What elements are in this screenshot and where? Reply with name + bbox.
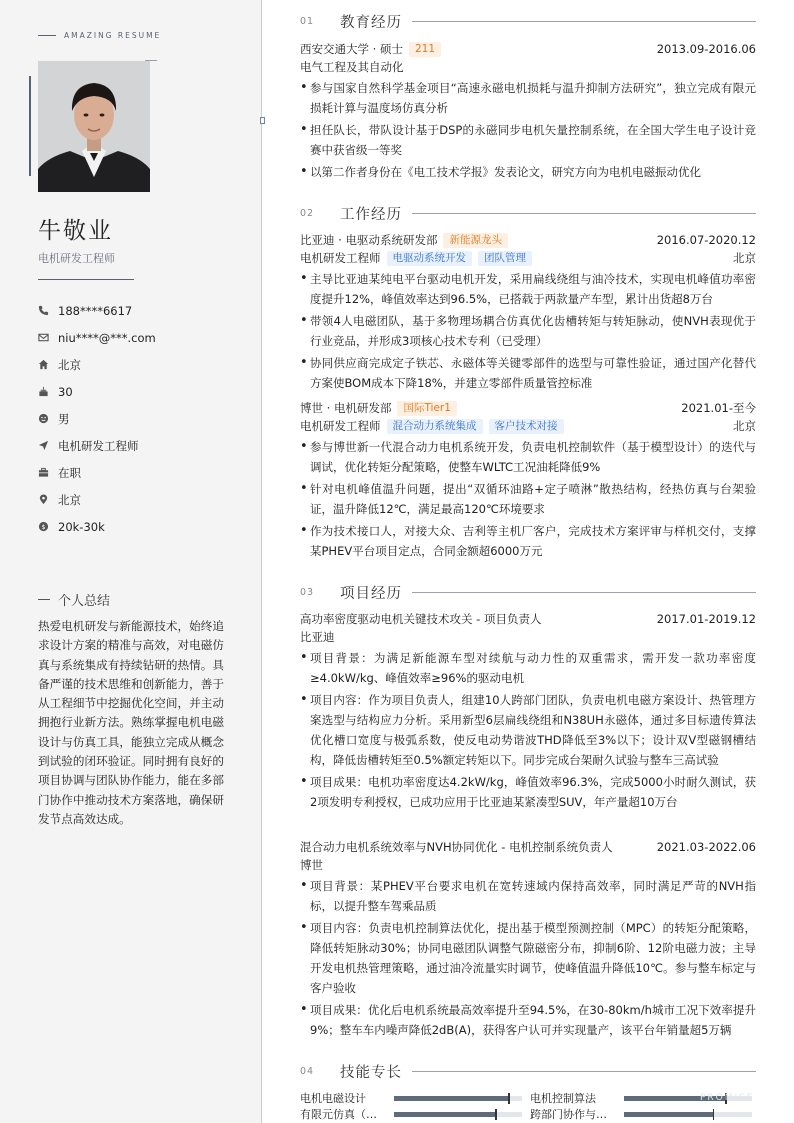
person-name: 牛敬业	[38, 218, 113, 244]
project-entry-1	[300, 610, 756, 814]
list-item: • 参与博世新一代混合动力电机系统开发，负责电机控制软件（基于模型设计）的迭代与调试，优化转矩分配策略，使整车WLTC工况油耗降低9%	[300, 437, 756, 477]
skill-name: 电机电磁设计	[300, 1092, 366, 1105]
contact-info-list	[38, 297, 248, 540]
project-bullets	[300, 648, 756, 812]
list-item: • 以第二作者身份在《电工技术学报》发表论文，研究方向为电机电磁振动优化	[300, 162, 756, 182]
list-item: • 参与国家自然科学基金项目“高速永磁电机损耗与温升抑制方法研究”，独立完成有限元损耗计算与温度场仿真分析	[300, 78, 756, 118]
avatar	[38, 61, 150, 192]
project-dates: 2017.01-2019.12	[656, 612, 756, 626]
section-rule	[412, 21, 756, 22]
skill-tag: 团队管理	[478, 251, 532, 266]
major: 电气工程及其自动化	[300, 60, 404, 74]
skill-bar-fill	[394, 1112, 496, 1117]
project-dates: 2021.03-2022.06	[656, 840, 756, 854]
send-icon	[38, 440, 58, 451]
skill-tag: 电驱动系统开发	[387, 251, 473, 266]
work-city: 北京	[733, 419, 756, 433]
section-rule	[412, 1071, 756, 1072]
section-title: 工作经历	[340, 207, 402, 223]
list-item: • 项目成果：电机功率密度达4.2kW/kg，峰值效率96.3%，完成5000小时耐久测试，获2项发明专利授权，已成功应用于比亚迪某紧凑型SUV，年产量超10万台	[300, 772, 756, 812]
summary-heading-text: 个人总结	[58, 594, 111, 609]
skill-item	[300, 1090, 522, 1106]
education-major-row	[300, 58, 756, 76]
work-entry-bosch	[300, 399, 756, 563]
info-target-city-text: 北京	[58, 492, 81, 507]
list-item: • 协同供应商完成定子铁芯、永磁体等关键零部件的选型与可靠性验证，通过国产化替代方案使BOM成本下降18%，并建立零部件质量管控标准	[300, 353, 756, 393]
info-phone	[38, 297, 248, 324]
school-tag: 211	[409, 42, 441, 57]
info-phone-text: 188****6617	[58, 303, 133, 318]
work-dates: 2016.07-2020.12	[656, 233, 756, 247]
project-name: 高功率密度驱动电机关键技术攻关 - 项目负责人	[300, 612, 542, 626]
list-item: • 针对电机峰值温升问题，提出“双循环油路+定子喷淋”散热结构，经热仿真与台架验证，温升降低12℃，满足最高120℃环境要求	[300, 479, 756, 519]
work-bullets	[300, 437, 756, 561]
project-name: 混合动力电机系统效率与NVH协同优化 - 电机控制系统负责人	[300, 840, 613, 854]
company-tag: 新能源龙头	[443, 233, 508, 248]
info-salary	[38, 513, 248, 540]
briefcase-icon	[38, 467, 58, 478]
section-education-header	[300, 11, 756, 32]
summary-text: 热爱电机研发与新能源技术，始终追求设计方案的精准与高效，对电磁仿真与系统集成有持续钻研的热情。具备严谨的技术思维和创新能力，善于从工程细节中挖掘优化空间，并主动拥抱行业新方法。熟练掌握电机电磁设计与仿真工具，能独立完成从概念到试验的闭环验证。同时拥有良好的项目协调与团队协作能力，能在多部门协作中推动技术方案落地，确保研发节点高效达成。	[38, 619, 224, 826]
location-pin-icon	[38, 494, 58, 505]
skill-bar-fill	[394, 1096, 509, 1101]
project-entry-2	[300, 838, 756, 1042]
info-target-city	[38, 486, 248, 513]
project-org: 比亚迪	[300, 630, 335, 644]
project-header-row	[300, 610, 756, 628]
info-age-text: 30	[58, 384, 73, 399]
work-header-row	[300, 399, 756, 417]
work-bullets	[300, 269, 756, 393]
info-age	[38, 378, 248, 405]
info-email	[38, 324, 248, 351]
section-number: 03	[300, 587, 315, 598]
school-name: 西安交通大学 · 硕士	[300, 42, 403, 56]
work-position-row	[300, 249, 756, 267]
skill-name: 电机控制算法	[530, 1092, 596, 1105]
info-status-text: 在职	[58, 465, 81, 480]
skill-name: 有限元仿真（…	[300, 1108, 377, 1121]
work-city: 北京	[733, 251, 756, 265]
skill-bar-marker	[713, 1109, 715, 1120]
education-entry	[300, 40, 756, 184]
salary-icon	[38, 521, 58, 532]
list-item: • 带领4人电磁团队，基于多物理场耦合仿真优化齿槽转矩与转矩脉动，使NVH表现优于行业竞品，并形成3项核心技术专利（已受理）	[300, 311, 756, 351]
list-item: • 项目内容：负责电机控制算法优化，提出基于模型预测控制（MPC）的转矩分配策略，降低转矩脉动30%；协同电磁团队调整气隙磁密分布，抑制6阶、12阶电磁力波；主导开发电机热管理策略，通过油冷流量实时调节，使峰值温升降低10℃。参与整车标定与客户验收	[300, 918, 756, 998]
section-number: 01	[300, 16, 315, 27]
name-divider	[38, 279, 134, 280]
project-header-row	[300, 838, 756, 856]
column-divider-marker	[260, 117, 265, 124]
info-target-role	[38, 432, 248, 459]
section-number: 02	[300, 208, 315, 219]
list-item: • 项目背景：某PHEV平台要求电机在宽转速域内保持高效率，同时满足严苛的NVH指标，以提升整车驾乘品质	[300, 876, 756, 916]
info-salary-text: 20k-30k	[58, 519, 105, 534]
list-item: • 作为技术接口人，对接大众、吉利等主机厂客户，完成技术方案评审与样机交付，支撑某PHEV平台项目定点，合同金额超6000万元	[300, 521, 756, 561]
section-title: 项目经历	[340, 586, 402, 602]
skill-bar-fill	[624, 1112, 714, 1117]
info-gender-text: 男	[58, 411, 70, 426]
position: 电机研发工程师	[300, 251, 381, 265]
section-title: 教育经历	[340, 15, 402, 31]
avatar-portrait	[38, 61, 150, 192]
section-title: 技能专长	[340, 1065, 402, 1081]
info-status	[38, 459, 248, 486]
gender-icon	[38, 413, 58, 424]
info-residence	[38, 351, 248, 378]
list-item: • 担任队长，带队设计基于DSP的永磁同步电机矢量控制系统，在全国大学生电子设计竞赛中获省级一等奖	[300, 120, 756, 160]
cake-icon	[38, 386, 58, 397]
list-item: • 项目背景：为满足新能源车型对续航与动力性的双重需求，需开发一款功率密度≥4.0kW/kg、峰值效率≥96%的驱动电机	[300, 648, 756, 688]
skill-item	[530, 1106, 752, 1122]
work-header-row	[300, 231, 756, 249]
company-tag: 国际Tier1	[397, 401, 456, 416]
svg-text:$: $	[41, 522, 46, 531]
work-dates: 2021.01-至今	[681, 401, 756, 415]
company-name: 比亚迪 · 电驱动系统研发部	[300, 233, 438, 247]
info-target-role-text: 电机研发工程师	[58, 438, 139, 453]
watermark: PROMISE	[700, 1093, 755, 1103]
section-work-header	[300, 203, 756, 224]
skill-item	[300, 1106, 522, 1122]
section-projects-header	[300, 582, 756, 603]
info-email-text: niu****@***.com	[58, 330, 156, 345]
skill-bar	[394, 1096, 522, 1101]
info-gender	[38, 405, 248, 432]
summary-heading-dash	[38, 599, 50, 600]
skill-tag: 客户技术对接	[489, 419, 564, 434]
skill-tag: 混合动力系统集成	[387, 419, 483, 434]
list-item: • 项目内容：作为项目负责人，组建10人跨部门团队，负责电机电磁方案设计、热管理方案选型与结构应力分析。采用新型6层扁线绕组和N38UH永磁体，通过多目标遗传算法优化槽口宽度与极弧系数，使反电动势谐波THD降低至3%以下；设计双V型磁钢槽结构，降低齿槽转矩至0.5%额定转矩以下。同步完成台架耐久试验与整车三高试验	[300, 690, 756, 770]
brand	[38, 31, 161, 40]
education-dates: 2013.09-2016.06	[656, 42, 756, 56]
skill-name: 跨部门协作与…	[530, 1108, 607, 1121]
work-entry-byd	[300, 231, 756, 395]
info-residence-text: 北京	[58, 357, 81, 372]
project-org: 博世	[300, 858, 323, 872]
education-header-row	[300, 40, 756, 58]
skill-bar	[624, 1112, 752, 1117]
education-bullets	[300, 78, 756, 182]
project-org-row	[300, 628, 756, 646]
sidebar	[0, 0, 262, 1123]
section-number: 04	[300, 1066, 315, 1077]
home-icon	[38, 359, 58, 370]
list-item: • 项目成果：优化后电机系统最高效率提升至94.5%，在30-80km/h城市工况下效率提升9%；整车车内噪声降低2dB(A)，获得客户认可并实现量产，该平台年销量超5万辆	[300, 1000, 756, 1040]
photo-accent-bar	[29, 76, 31, 176]
skill-bar	[394, 1112, 522, 1117]
project-org-row	[300, 856, 756, 874]
mail-icon	[38, 332, 58, 343]
work-position-row	[300, 417, 756, 435]
section-rule	[412, 213, 756, 214]
section-skills-header	[300, 1061, 756, 1082]
phone-icon	[38, 305, 58, 316]
summary-heading	[38, 590, 110, 609]
list-item: • 主导比亚迪某纯电平台驱动电机开发，采用扁线绕组与油冷技术，实现电机峰值功率密度提升12%，峰值效率达到96.5%，已搭载于两款量产车型，累计出货超8万台	[300, 269, 756, 309]
position: 电机研发工程师	[300, 419, 381, 433]
person-role: 电机研发工程师	[38, 252, 115, 265]
brand-divider	[38, 35, 56, 36]
company-name: 博世 · 电机研发部	[300, 401, 392, 415]
brand-text: AMAZING RESUME	[64, 31, 162, 40]
skill-bar-marker	[495, 1109, 497, 1120]
section-rule	[412, 592, 756, 593]
project-bullets	[300, 876, 756, 1040]
skill-bar-marker	[508, 1093, 510, 1104]
